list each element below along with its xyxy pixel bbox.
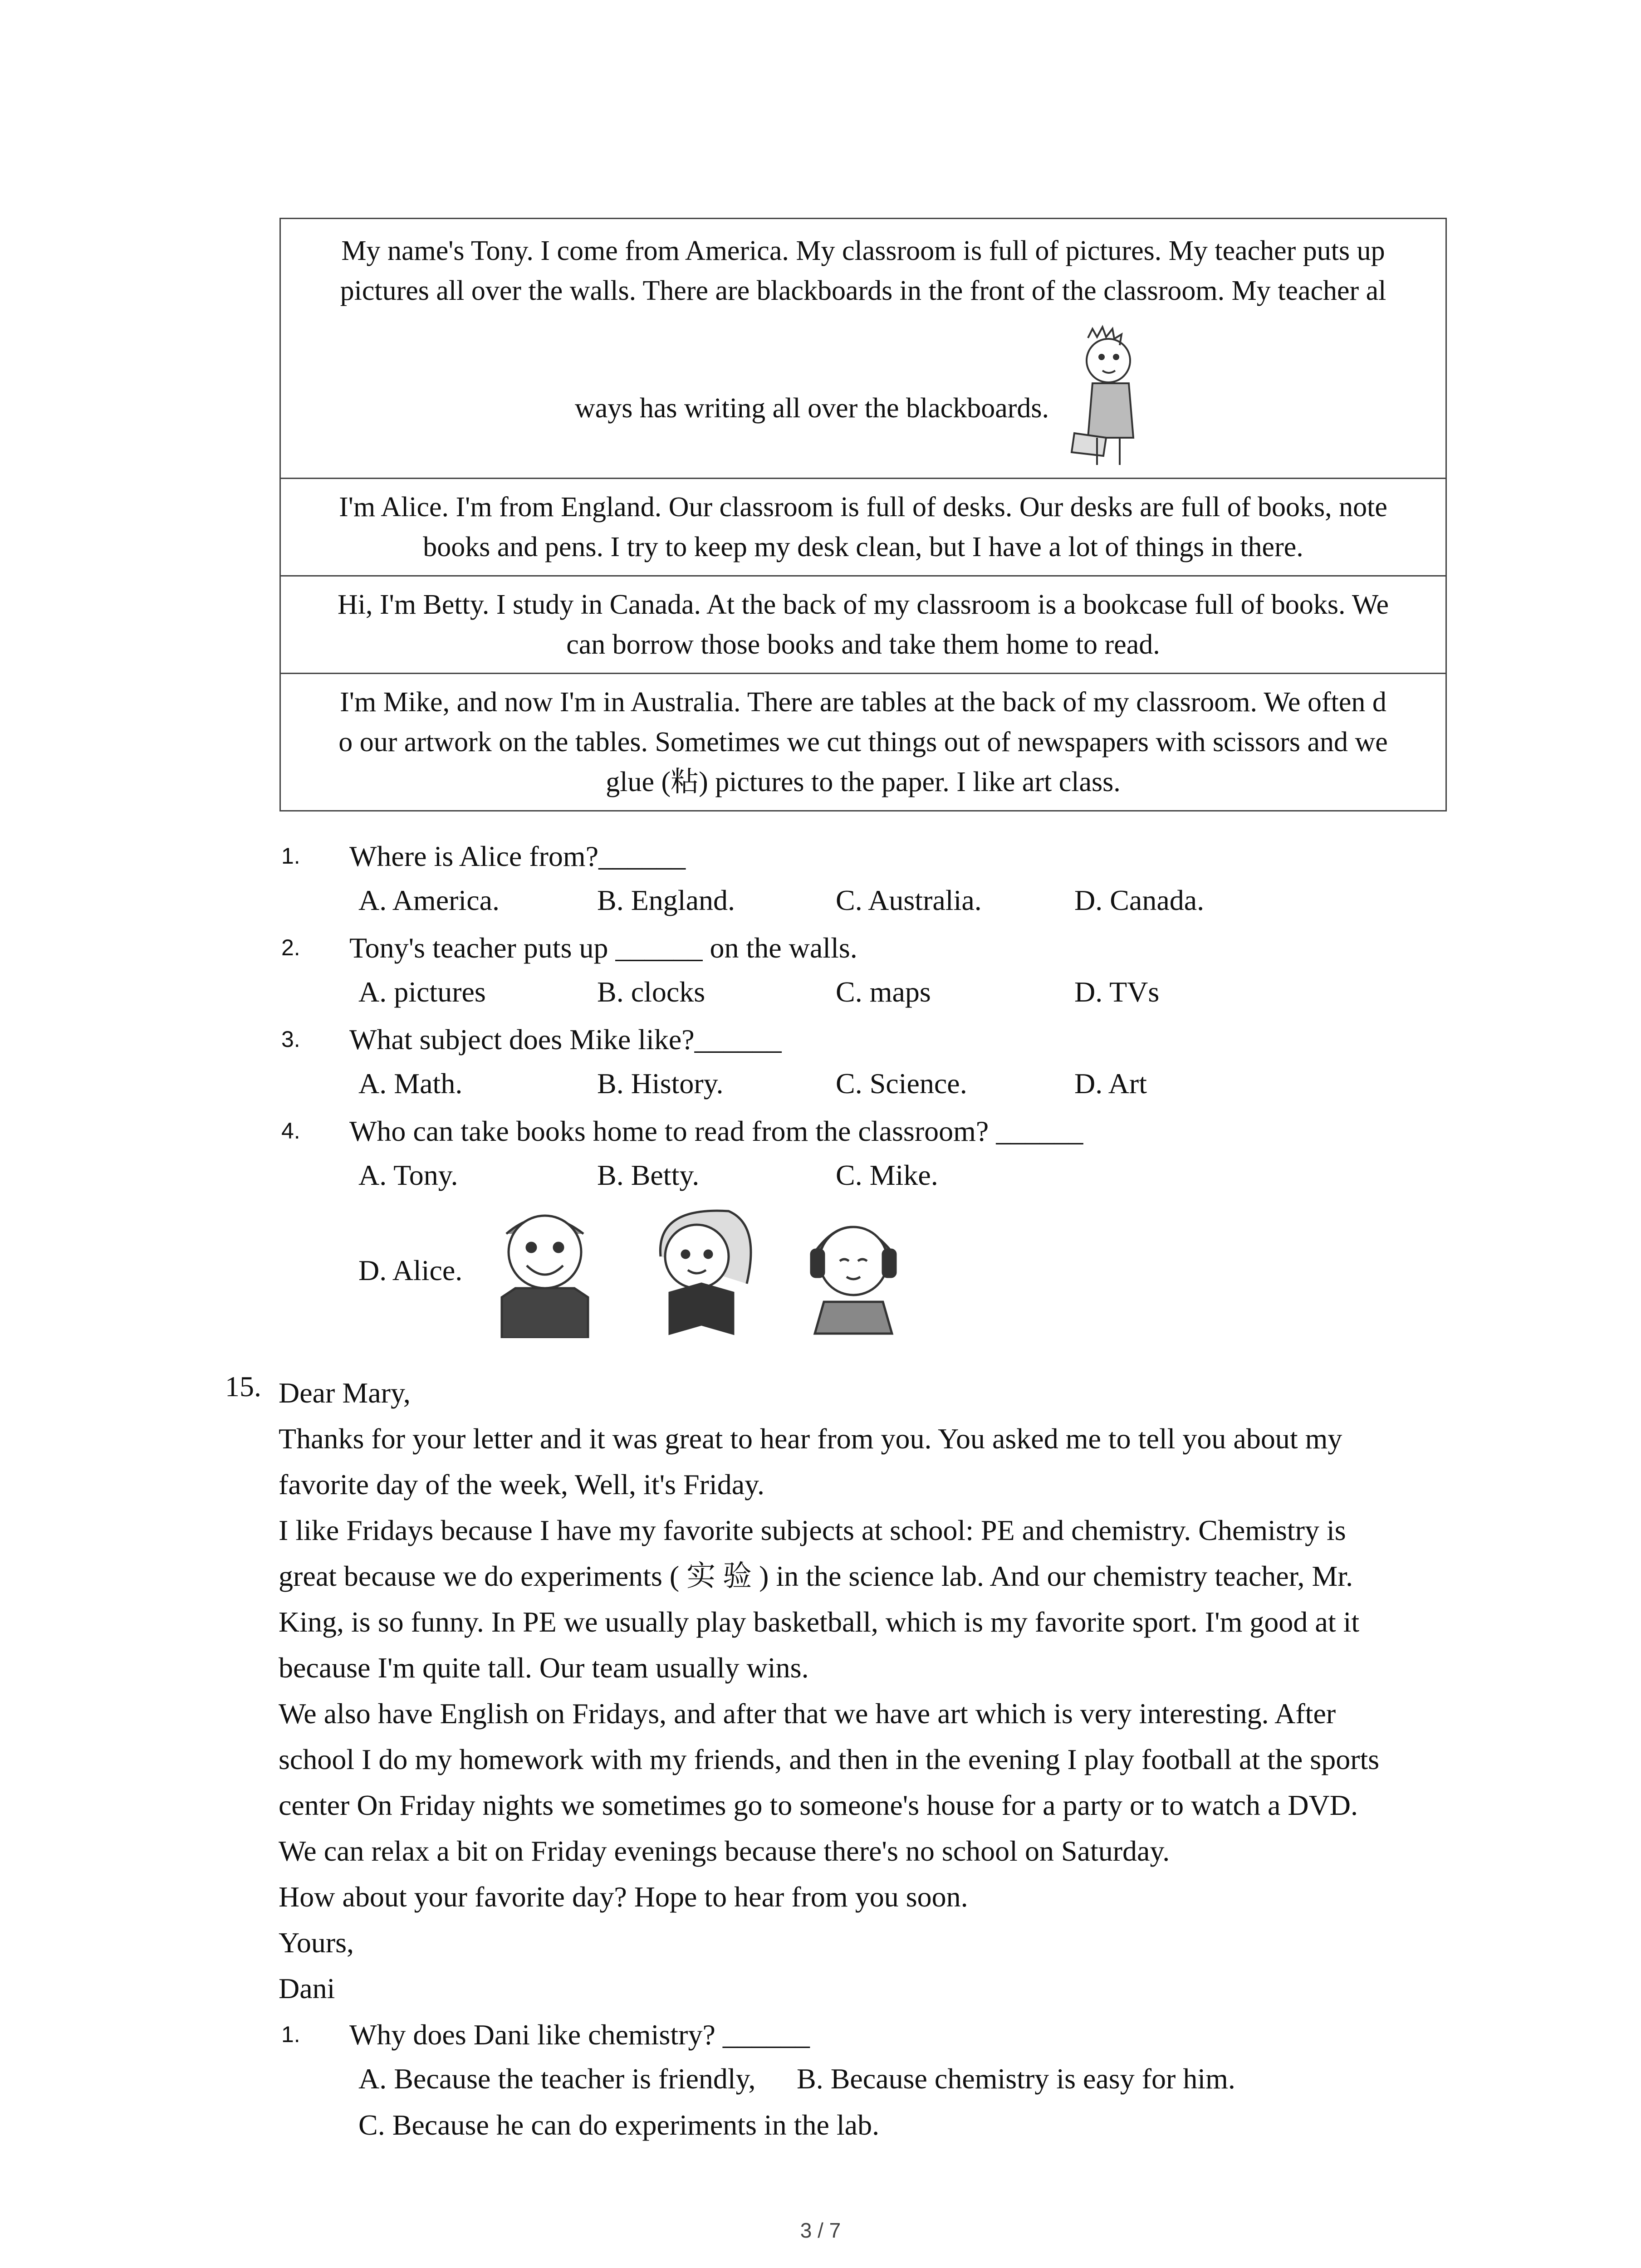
boy-cartoon-icon <box>475 1198 615 1338</box>
passage-tony-line3-row <box>292 320 1435 469</box>
letter-body <box>279 1370 1458 2011</box>
option-c[interactable]: C. Science. <box>836 1067 967 1100</box>
question-text: Tony's teacher puts up ______ on the walls. <box>349 932 857 964</box>
letter-line: school I do my homework with my friends, and then in the evening I play football at the sports <box>279 1743 1380 1775</box>
option-c[interactable]: C. Because he can do experiments in the lab. <box>358 2109 880 2141</box>
question-number: 3. <box>281 1026 300 1052</box>
letter-line: We also have English on Fridays, and after that we have art which is very interesting. After <box>279 1697 1336 1730</box>
letter-line: Thanks for your letter and it was great to hear from you. You asked me to tell you about my <box>279 1422 1342 1455</box>
letter-line: Yours, <box>279 1926 354 1959</box>
passage-tony-line1: My name's Tony. I come from America. My classroom is full of pictures. My teacher puts up <box>341 235 1385 266</box>
option-a[interactable]: A. Math. <box>358 1067 463 1100</box>
letter-line: center On Friday nights we sometimes go to someone's house for a party or to watch a DVD. <box>279 1789 1358 1821</box>
passage-mike-line2: o our artwork on the tables. Sometimes we cut things out of newspapers with scissors and we <box>338 727 1388 758</box>
passage-alice <box>280 479 1446 576</box>
option-b[interactable]: B. clocks <box>597 976 705 1008</box>
option-b[interactable]: B. England. <box>597 884 735 916</box>
letter-line: How about your favorite day? Hope to hear from you soon. <box>279 1881 968 1913</box>
letter-line: Dear Mary, <box>279 1377 411 1409</box>
option-b[interactable]: B. Betty. <box>597 1159 700 1191</box>
girl-headphones-icon <box>783 1198 924 1338</box>
question-text: What subject does Mike like?______ <box>349 1023 782 1056</box>
question-text: Who can take books home to read from the classroom? ______ <box>349 1115 1083 1147</box>
option-c[interactable]: C. maps <box>836 976 931 1008</box>
passage-alice-line1: I'm Alice. I'm from England. Our classroom is full of desks. Our desks are full of books, note <box>339 492 1387 523</box>
passage-betty-line2: can borrow those books and take them home to read. <box>566 629 1160 660</box>
passage-tony-line2: pictures all over the walls. There are blackboards in the front of the classroom. My teacher al <box>340 275 1386 306</box>
option-a[interactable]: A. pictures <box>358 976 486 1008</box>
passage-mike-cell <box>280 674 1446 811</box>
girl-reading-icon <box>629 1198 769 1338</box>
cartoon-row <box>475 1198 924 1338</box>
passage-tony-line3: ways has writing all over the blackboards. <box>574 393 1049 424</box>
passage-alice-line2: books and pens. I try to keep my desk clean, but I have a lot of things in there. <box>423 532 1303 562</box>
option-d[interactable]: D. Art <box>1074 1067 1147 1100</box>
option-a[interactable]: A. Tony. <box>358 1159 458 1191</box>
question-number: 4. <box>281 1118 300 1144</box>
passage-tony <box>280 219 1446 479</box>
passage-betty <box>280 576 1446 674</box>
letter-line: King, is so funny. In PE we usually play basketball, which is my favorite sport. I'm good at it <box>279 1606 1360 1638</box>
passage-tony-cell <box>280 219 1446 479</box>
option-a[interactable]: A. America. <box>358 884 500 916</box>
question-number: 1. <box>281 843 300 869</box>
passage-betty-line1: Hi, I'm Betty. I study in Canada. At the back of my classroom is a bookcase full of books. We <box>338 589 1389 620</box>
option-d[interactable]: D. TVs <box>1074 976 1160 1008</box>
passage-mike-line3: glue (粘) pictures to the paper. I like art class. <box>606 767 1121 797</box>
question-number: 1. <box>281 2022 300 2047</box>
option-b[interactable]: B. History. <box>597 1067 724 1100</box>
passage-alice-cell <box>280 479 1446 576</box>
letter-line: because I'm quite tall. Our team usually wins. <box>279 1652 809 1684</box>
section-number: 15. <box>225 1370 261 1403</box>
passage-mike <box>280 674 1446 811</box>
letter-line: We can relax a bit on Friday evenings because there's no school on Saturday. <box>279 1835 1170 1867</box>
letter-line: favorite day of the week, Well, it's Friday. <box>279 1468 764 1501</box>
page-indicator: 3 / 7 <box>800 2219 841 2242</box>
passage-mike-line1: I'm Mike, and now I'm in Australia. There are tables at the back of my classroom. We often d <box>340 687 1386 718</box>
option-c[interactable]: C. Mike. <box>836 1159 938 1191</box>
question-text: Why does Dani like chemistry? ______ <box>349 2019 810 2051</box>
option-a[interactable]: A. Because the teacher is friendly, <box>358 2063 756 2095</box>
letter-line: Dani <box>279 1972 335 2004</box>
question-number: 2. <box>281 935 300 960</box>
option-c[interactable]: C. Australia. <box>836 884 982 916</box>
option-d[interactable]: D. Alice. <box>358 1254 463 1286</box>
option-d[interactable]: D. Canada. <box>1074 884 1205 916</box>
passage-betty-cell <box>280 576 1446 674</box>
passage-table <box>279 218 1447 811</box>
letter-line: great because we do experiments ( 实 验 ) in the science lab. And our chemistry teacher, Mr. <box>279 1560 1353 1592</box>
boy-sketch-icon <box>1061 320 1151 469</box>
question-text: Where is Alice from?______ <box>349 840 686 872</box>
letter-line: I like Fridays because I have my favorite subjects at school: PE and chemistry. Chemistry is <box>279 1514 1346 1546</box>
option-b[interactable]: B. Because chemistry is easy for him. <box>797 2063 1235 2095</box>
